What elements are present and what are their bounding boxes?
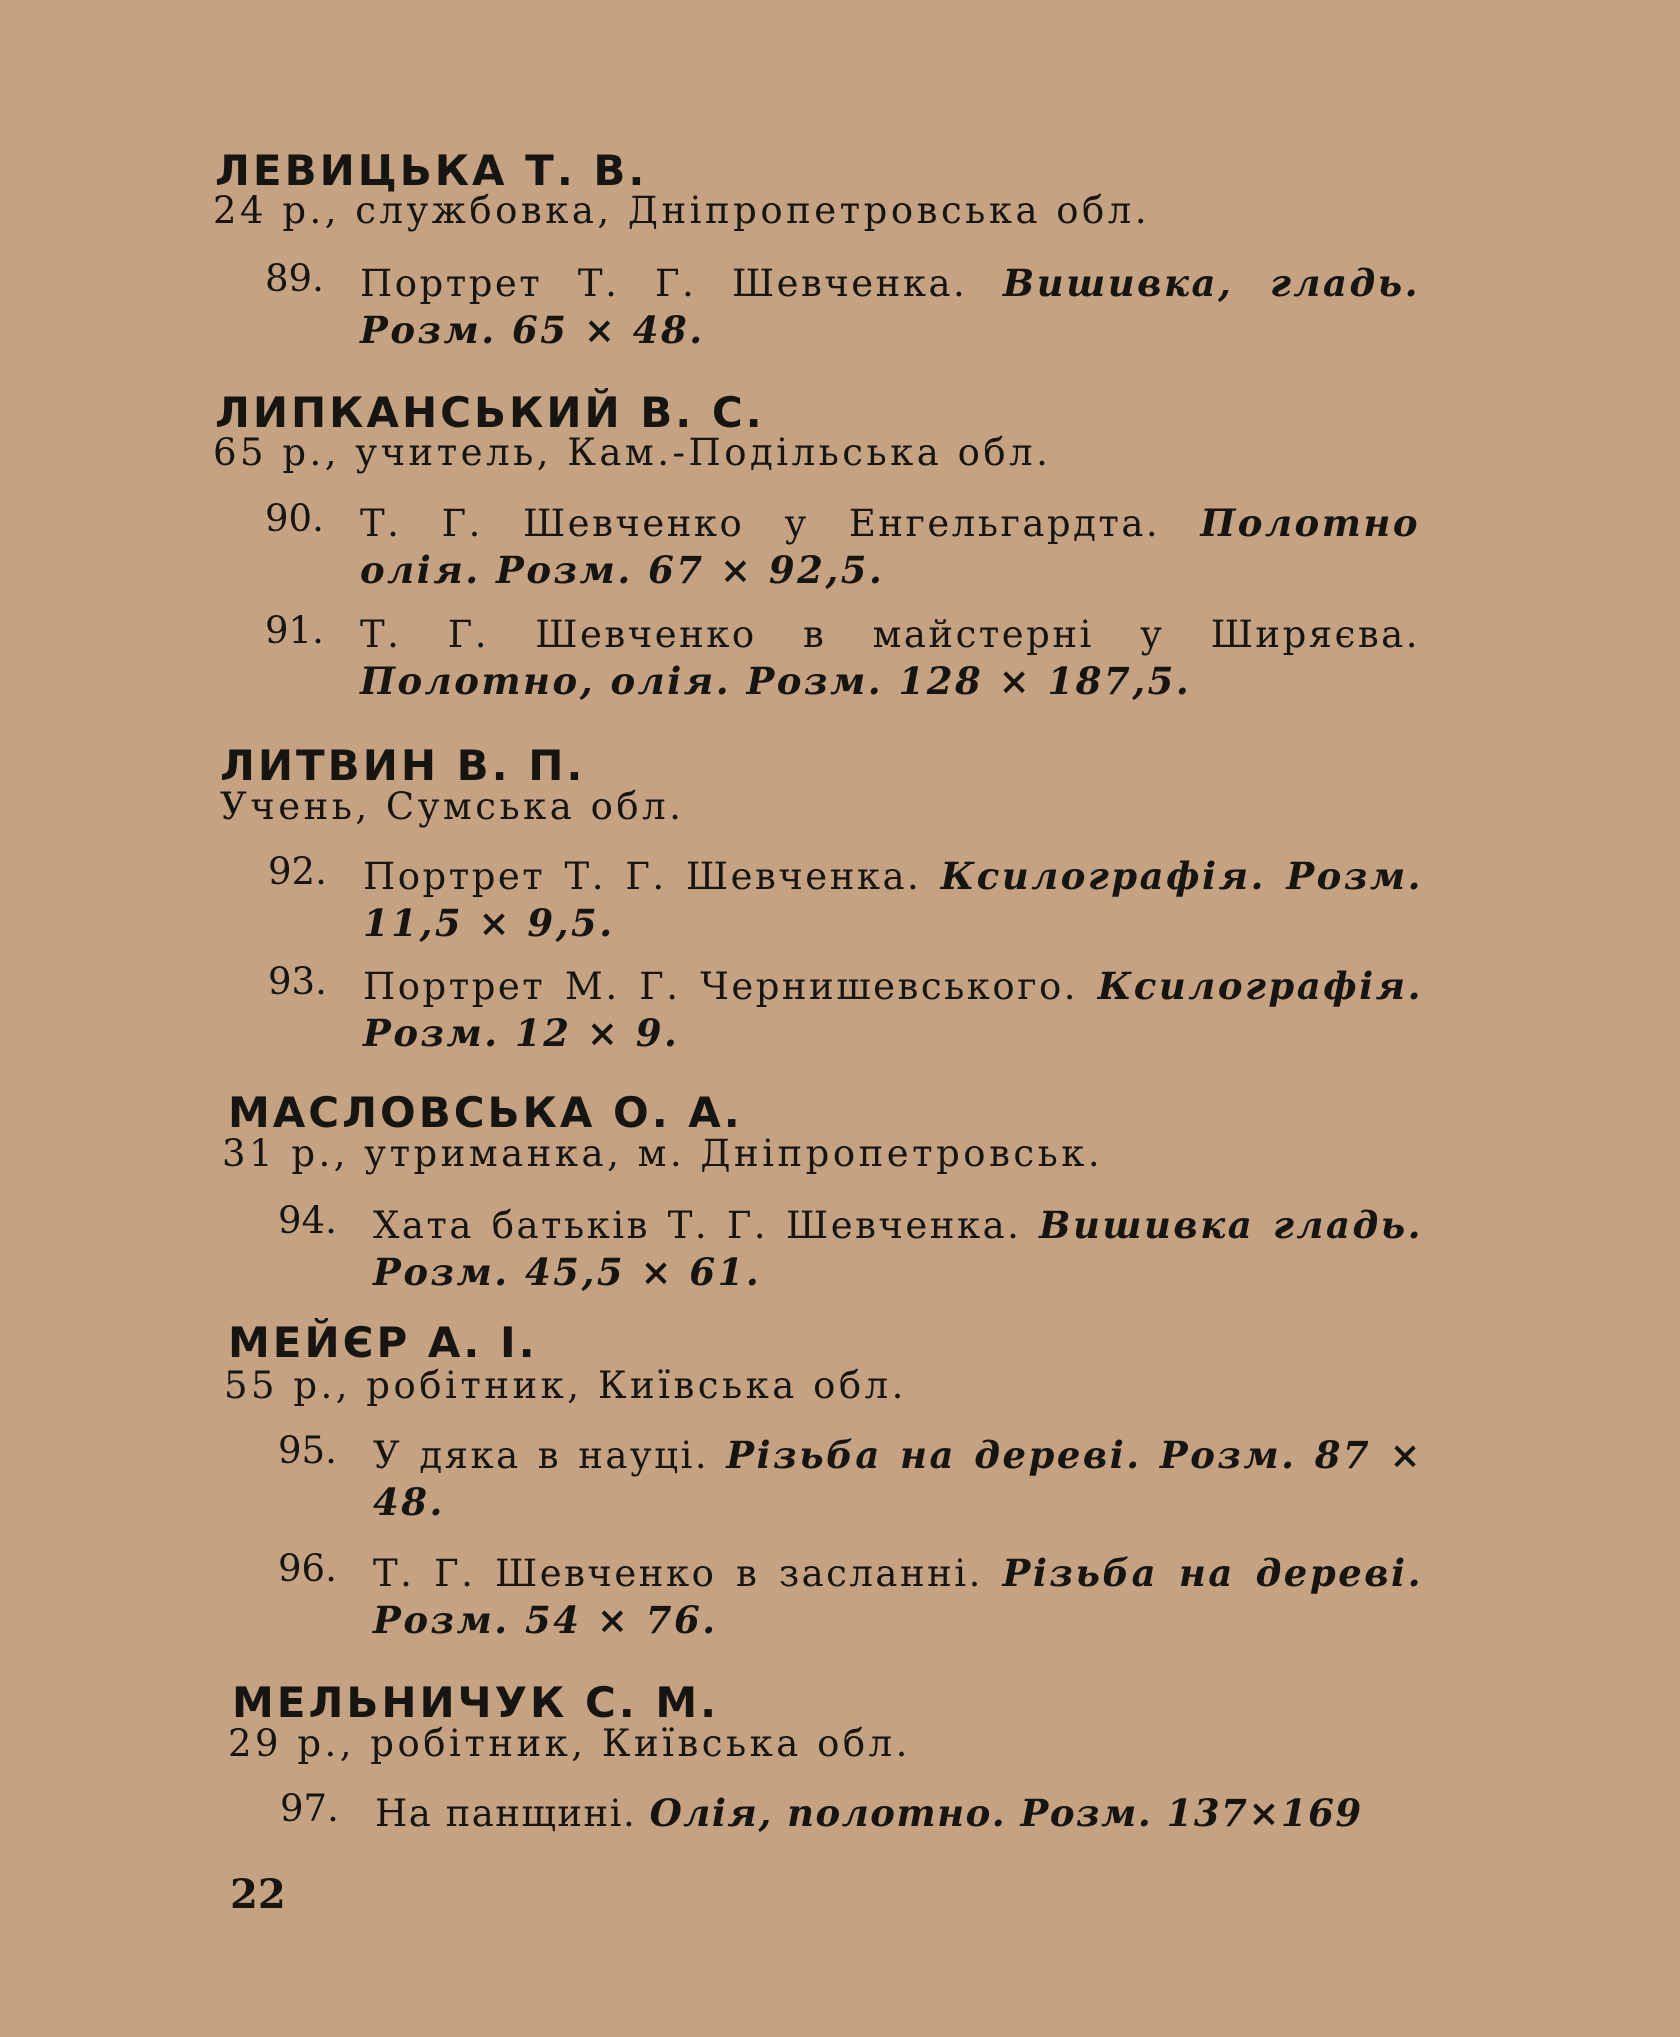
author-name: МЕЙЄР А. І.: [228, 1318, 538, 1367]
author-name: МЕЛЬНИЧУК С. М.: [232, 1678, 720, 1727]
work-description: [363, 853, 1423, 947]
work-title: У дяка в науці.: [373, 1434, 710, 1477]
author-info: 31 р., утриманка, м. Дніпропетровськ.: [222, 1132, 1104, 1175]
work-technique: Олія, полотно. Розм. 137×169: [649, 1791, 1363, 1835]
author-info: 65 р., учитель, Кам.-Подільська обл.: [213, 431, 1052, 474]
work-technique: Ксилографія. Розм. 11,5 × 9,5.: [363, 854, 1424, 945]
work-number: 97.: [280, 1787, 339, 1830]
work-description: [360, 260, 1420, 354]
work-title: Т. Г. Шевченко в засланні.: [373, 1552, 983, 1595]
author-info: 24 р., службовка, Дніпропетровська обл.: [213, 189, 1151, 232]
work-number: 89.: [265, 257, 324, 300]
work-technique: Різьба на дереві. Розм. 87 × 48.: [373, 1433, 1423, 1524]
work-description: [373, 1432, 1423, 1526]
page-number: 22: [230, 1871, 286, 1918]
work-title: Портрет Т. Г. Шевченка.: [360, 262, 968, 305]
work-description: [363, 963, 1423, 1057]
work-number: 93.: [268, 960, 327, 1003]
work-number: 91.: [265, 609, 324, 652]
work-technique: Вишивка, гладь. Розм. 65 × 48.: [360, 261, 1420, 352]
work-number: 92.: [268, 850, 327, 893]
author-name: ЛИТВИН В. П.: [220, 741, 586, 790]
work-description: [375, 1790, 1445, 1837]
work-technique: Вишивка гладь. Розм. 45,5 × 61.: [373, 1203, 1423, 1294]
work-description: [373, 1550, 1423, 1644]
work-description: [360, 612, 1420, 705]
work-title: Т. Г. Шевченко у Енгельгардта.: [360, 502, 1161, 545]
work-title: Портрет Т. Г. Шевченка.: [363, 855, 922, 898]
work-technique: Полотно, олія. Розм. 128 × 187,5.: [360, 659, 1192, 703]
work-title: Хата батьків Т. Г. Шевченка.: [373, 1204, 1022, 1247]
work-title: Т. Г. Шевченко в майстерні у Ширяєва.: [360, 613, 1420, 656]
work-description: [373, 1202, 1423, 1296]
work-technique: Різьба на дереві. Розм. 54 × 76.: [373, 1551, 1423, 1642]
work-title: На панщині.: [375, 1792, 637, 1835]
author-info: Учень, Сумська обл.: [220, 785, 685, 828]
work-title: Портрет М. Г. Чернишевського.: [363, 965, 1079, 1008]
work-number: 95.: [278, 1429, 337, 1472]
author-info: 55 р., робітник, Київська обл.: [224, 1364, 907, 1407]
author-info: 29 р., робітник, Київська обл.: [228, 1722, 911, 1765]
author-name: ЛЕВИЦЬКА Т. В.: [215, 146, 648, 195]
work-technique: Ксилографія. Розм. 12 × 9.: [363, 964, 1423, 1055]
author-name: ЛИПКАНСЬКИЙ В. С.: [215, 388, 765, 437]
author-name: МАСЛОВСЬКА О. А.: [228, 1088, 743, 1137]
work-number: 94.: [278, 1199, 337, 1242]
work-number: 96.: [278, 1547, 337, 1590]
work-description: [360, 500, 1420, 594]
work-number: 90.: [265, 497, 324, 540]
work-technique: Полотно олія. Розм. 67 × 92,5.: [360, 501, 1421, 592]
